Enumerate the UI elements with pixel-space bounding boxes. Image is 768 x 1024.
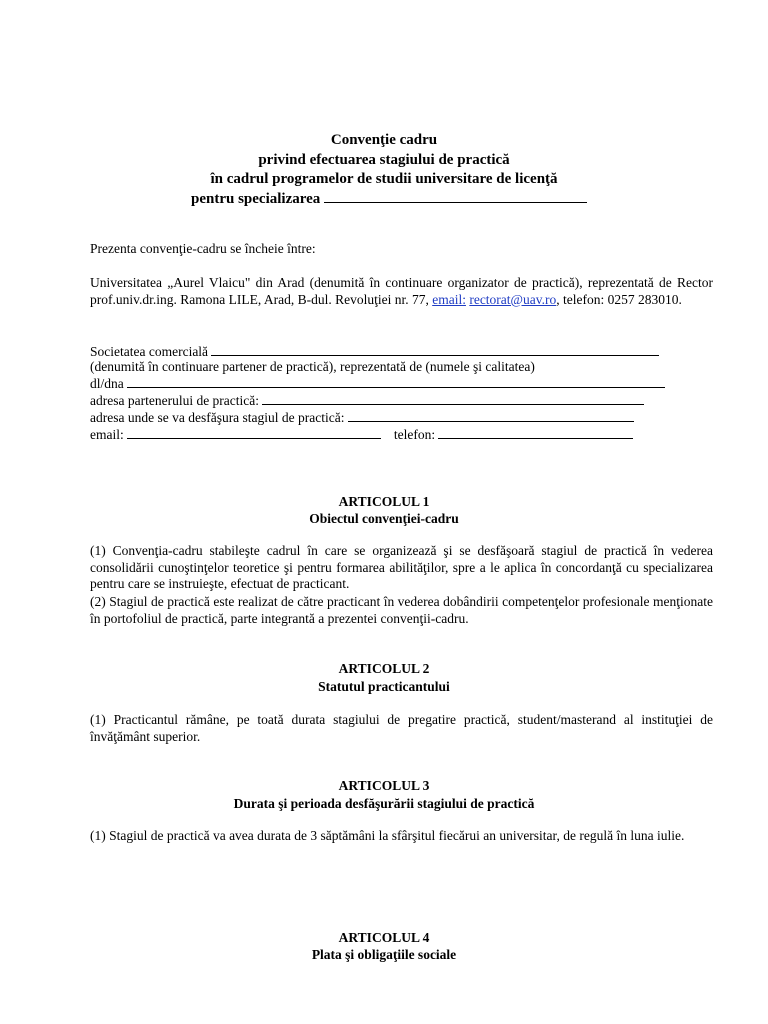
representative-blank (127, 375, 665, 388)
article-1-heading: ARTICOLUL 1 (338, 494, 430, 509)
partner-address-blank (262, 392, 644, 405)
practice-address-line (90, 409, 634, 426)
partner-email-blank (127, 426, 381, 439)
article-3-paragraph-1: (1) Stagiul de practică va avea durata de 3 săptămâni la sfârşitul fiecărui an universitar, de regulă în luna iulie. (90, 828, 685, 843)
university-phone: , telefon: 0257 283010. (556, 291, 682, 307)
partner-email-label: email: (90, 427, 124, 442)
company-label: Societatea comercială (90, 344, 209, 359)
article-1-subtitle: Obiectul convenţiei-cadru (309, 511, 459, 526)
company-blank (211, 343, 659, 356)
representative-label: dl/dna (90, 376, 124, 391)
partner-description-line: (denumită în continuare partener de practică), reprezentată de (numele şi calitatea) (90, 359, 535, 374)
partner-contact-line (90, 426, 633, 443)
university-paragraph (90, 275, 713, 308)
practice-address-label: adresa unde se va desfăşura stagiul de practică: (90, 410, 345, 425)
document-title-line-1: Convenţie cadru (330, 132, 438, 148)
partner-address-line (90, 392, 644, 409)
practice-address-blank (348, 409, 634, 422)
intro-text: Prezenta convenţie-cadru se încheie între: (90, 241, 316, 256)
article-1-paragraph-2: (2) Stagiul de practică este realizat de către practicant în vederea dobândirii competenţelor profesionale menţionate în portofoliul de practică, parte integrantă a prezentei convenţii-cadru. (90, 594, 713, 626)
university-email-link[interactable]: rectorat@uav.ro (469, 291, 557, 307)
specialization-blank (324, 190, 587, 203)
article-2-subtitle: Statutul practicantului (318, 679, 450, 694)
article-4-heading: ARTICOLUL 4 (338, 930, 430, 945)
partner-address-label: adresa partenerului de practică: (90, 393, 260, 408)
university-text: Universitatea „Aurel Vlaicu" din Arad (denumită în continuare organizator de practică), reprezentată de Rector prof.univ.dr.ing. Ramona LILE, Arad, B-dul. Revoluţiei nr. 77, (90, 275, 713, 307)
article-3-subtitle: Durata şi perioada desfăşurării stagiului de practică (233, 796, 535, 811)
document-title-line-4 (191, 190, 587, 209)
document-title-line-3: în cadrul programelor de studii universitare de licenţă (210, 171, 558, 187)
article-4-subtitle: Plata şi obligaţiile sociale (311, 947, 457, 962)
article-3-heading: ARTICOLUL 3 (338, 778, 430, 793)
partner-representative-line (90, 375, 665, 392)
partner-phone-blank (438, 426, 633, 439)
article-2-paragraph-1: (1) Practicantul rămâne, pe toată durata stagiului de pregatire practică, student/masterand al instituţiei de învăţământ superior. (90, 712, 713, 744)
document-title-line-2: privind efectuarea stagiului de practică (258, 152, 510, 168)
partner-company-line (90, 343, 659, 360)
partner-phone-label: telefon: (393, 427, 436, 442)
article-1-paragraph-1: (1) Convenţia-cadru stabileşte cadrul în care se organizează şi se desfăşoară stagiul de practică în vederea consolidării cunoştinţelor teoretice şi pentru formarea abilităţilor, spre a le aplica în concordanţă cu specializarea pentru care se instruieşte, efectuat de practicant. (90, 543, 713, 591)
email-label-link[interactable]: email: (432, 291, 466, 307)
article-2-heading: ARTICOLUL 2 (338, 661, 430, 676)
specialization-label: pentru specializarea (191, 191, 321, 207)
